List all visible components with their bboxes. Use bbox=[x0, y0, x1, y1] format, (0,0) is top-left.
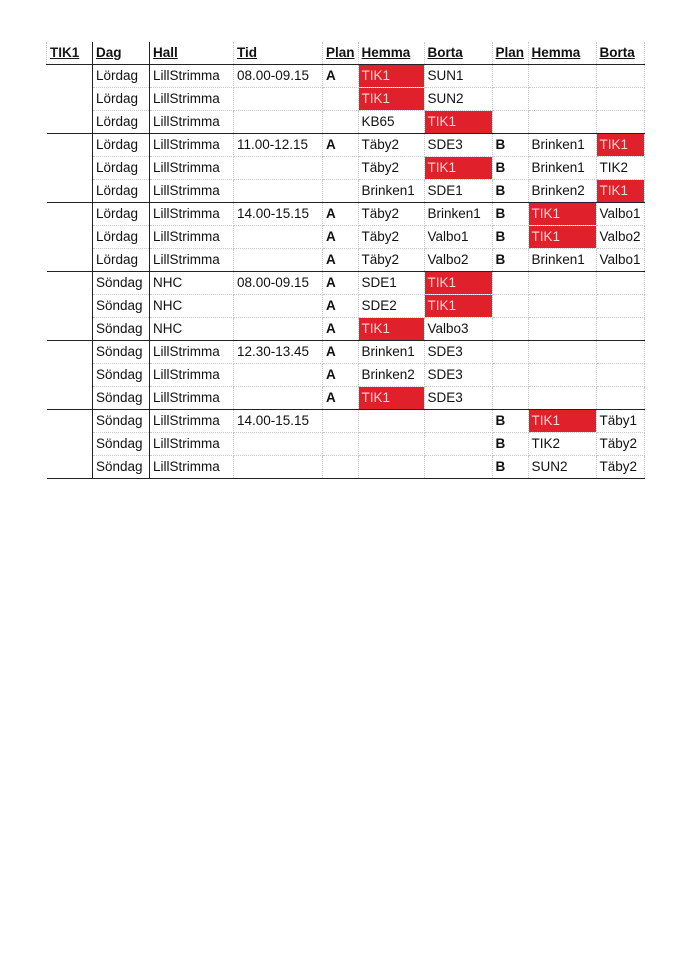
cell-plan-b bbox=[492, 272, 528, 295]
header-dag: Dag bbox=[93, 42, 150, 65]
cell-plan-a bbox=[323, 157, 359, 180]
cell-hall: LillStrimma bbox=[150, 456, 234, 479]
header-hemma-b: Hemma bbox=[528, 42, 596, 65]
cell-borta-a bbox=[424, 433, 492, 456]
cell-hemma-b bbox=[528, 88, 596, 111]
cell-tid bbox=[234, 88, 323, 111]
header-hall: Hall bbox=[150, 42, 234, 65]
cell-plan-a bbox=[323, 88, 359, 111]
cell-tid: 14.00-15.15 bbox=[234, 203, 323, 226]
row-spacer bbox=[47, 65, 93, 88]
cell-borta-a: SUN2 bbox=[424, 88, 492, 111]
cell-hemma-b bbox=[528, 341, 596, 364]
table-row bbox=[47, 456, 645, 479]
cell-borta-b: Valbo1 bbox=[596, 203, 644, 226]
cell-tid bbox=[234, 111, 323, 134]
cell-hall: LillStrimma bbox=[150, 249, 234, 272]
row-spacer bbox=[47, 387, 93, 410]
header-hemma-a: Hemma bbox=[358, 42, 424, 65]
cell-dag: Lördag bbox=[93, 203, 150, 226]
cell-tid: 11.00-12.15 bbox=[234, 134, 323, 157]
cell-dag: Söndag bbox=[93, 295, 150, 318]
cell-borta-b bbox=[596, 272, 644, 295]
cell-plan-b bbox=[492, 88, 528, 111]
cell-hemma-b bbox=[528, 272, 596, 295]
cell-borta-a: SDE1 bbox=[424, 180, 492, 203]
row-spacer bbox=[47, 272, 93, 295]
cell-hemma-a: TIK1 bbox=[358, 318, 424, 341]
cell-dag: Söndag bbox=[93, 456, 150, 479]
cell-borta-b: Täby2 bbox=[596, 433, 644, 456]
cell-tid bbox=[234, 433, 323, 456]
cell-hemma-a: Täby2 bbox=[358, 203, 424, 226]
cell-hemma-a bbox=[358, 410, 424, 433]
cell-plan-a: A bbox=[323, 364, 359, 387]
row-spacer bbox=[47, 111, 93, 134]
cell-plan-b: B bbox=[492, 249, 528, 272]
cell-tid: 12.30-13.45 bbox=[234, 341, 323, 364]
cell-hemma-b: TIK1 bbox=[528, 203, 596, 226]
row-spacer bbox=[47, 88, 93, 111]
table-row bbox=[47, 364, 645, 387]
cell-borta-a: Valbo2 bbox=[424, 249, 492, 272]
cell-plan-b: B bbox=[492, 203, 528, 226]
row-spacer bbox=[47, 226, 93, 249]
cell-dag: Lördag bbox=[93, 88, 150, 111]
cell-hemma-b bbox=[528, 364, 596, 387]
cell-dag: Söndag bbox=[93, 364, 150, 387]
cell-hall: LillStrimma bbox=[150, 341, 234, 364]
cell-hemma-b: TIK2 bbox=[528, 433, 596, 456]
cell-plan-b: B bbox=[492, 433, 528, 456]
table-row bbox=[47, 88, 645, 111]
cell-hemma-a: TIK1 bbox=[358, 88, 424, 111]
schedule-body bbox=[47, 65, 645, 479]
cell-hemma-a: Täby2 bbox=[358, 157, 424, 180]
cell-hall: LillStrimma bbox=[150, 387, 234, 410]
cell-tid bbox=[234, 180, 323, 203]
cell-hall: LillStrimma bbox=[150, 433, 234, 456]
cell-plan-a: A bbox=[323, 272, 359, 295]
cell-tid bbox=[234, 364, 323, 387]
cell-borta-a: TIK1 bbox=[424, 272, 492, 295]
cell-plan-b bbox=[492, 65, 528, 88]
table-row bbox=[47, 180, 645, 203]
cell-hemma-a: Brinken1 bbox=[358, 341, 424, 364]
cell-dag: Söndag bbox=[93, 410, 150, 433]
cell-hemma-b: Brinken1 bbox=[528, 249, 596, 272]
cell-hemma-b: TIK1 bbox=[528, 226, 596, 249]
cell-dag: Lördag bbox=[93, 111, 150, 134]
cell-borta-a: SDE3 bbox=[424, 134, 492, 157]
cell-borta-b: Täby1 bbox=[596, 410, 644, 433]
table-row bbox=[47, 318, 645, 341]
cell-plan-b bbox=[492, 111, 528, 134]
cell-borta-a bbox=[424, 410, 492, 433]
cell-hall: LillStrimma bbox=[150, 203, 234, 226]
table-row bbox=[47, 249, 645, 272]
cell-tid bbox=[234, 226, 323, 249]
cell-borta-b bbox=[596, 318, 644, 341]
table-row bbox=[47, 295, 645, 318]
cell-borta-a: Valbo1 bbox=[424, 226, 492, 249]
row-spacer bbox=[47, 295, 93, 318]
cell-plan-b: B bbox=[492, 134, 528, 157]
row-spacer bbox=[47, 134, 93, 157]
cell-hemma-b: Brinken1 bbox=[528, 134, 596, 157]
cell-hemma-b: Brinken2 bbox=[528, 180, 596, 203]
row-spacer bbox=[47, 341, 93, 364]
row-spacer bbox=[47, 318, 93, 341]
cell-hemma-a: SDE1 bbox=[358, 272, 424, 295]
header-borta-b: Borta bbox=[596, 42, 644, 65]
table-row bbox=[47, 134, 645, 157]
cell-hemma-a: Täby2 bbox=[358, 134, 424, 157]
cell-plan-b: B bbox=[492, 226, 528, 249]
cell-hemma-b: Brinken1 bbox=[528, 157, 596, 180]
header-plan-b: Plan bbox=[492, 42, 528, 65]
cell-tid bbox=[234, 249, 323, 272]
cell-hall: LillStrimma bbox=[150, 226, 234, 249]
cell-plan-a bbox=[323, 410, 359, 433]
cell-hemma-b bbox=[528, 65, 596, 88]
cell-hemma-b: SUN2 bbox=[528, 456, 596, 479]
cell-plan-b bbox=[492, 364, 528, 387]
cell-dag: Söndag bbox=[93, 272, 150, 295]
cell-plan-a: A bbox=[323, 203, 359, 226]
cell-dag: Lördag bbox=[93, 249, 150, 272]
cell-hemma-b bbox=[528, 295, 596, 318]
cell-hemma-a: TIK1 bbox=[358, 387, 424, 410]
table-row bbox=[47, 65, 645, 88]
row-spacer bbox=[47, 157, 93, 180]
cell-dag: Söndag bbox=[93, 318, 150, 341]
row-spacer bbox=[47, 364, 93, 387]
table-row bbox=[47, 272, 645, 295]
table-row bbox=[47, 203, 645, 226]
cell-borta-b bbox=[596, 88, 644, 111]
cell-hemma-b: TIK1 bbox=[528, 410, 596, 433]
table-row bbox=[47, 387, 645, 410]
cell-borta-a: SDE3 bbox=[424, 387, 492, 410]
cell-plan-a: A bbox=[323, 65, 359, 88]
cell-plan-a bbox=[323, 180, 359, 203]
table-row bbox=[47, 433, 645, 456]
cell-borta-a: SUN1 bbox=[424, 65, 492, 88]
row-spacer bbox=[47, 433, 93, 456]
cell-borta-a: Brinken1 bbox=[424, 203, 492, 226]
cell-borta-a: Valbo3 bbox=[424, 318, 492, 341]
cell-plan-b: B bbox=[492, 157, 528, 180]
cell-plan-a bbox=[323, 111, 359, 134]
cell-borta-b: Valbo2 bbox=[596, 226, 644, 249]
cell-hemma-a: Brinken1 bbox=[358, 180, 424, 203]
cell-borta-b: TIK2 bbox=[596, 157, 644, 180]
cell-borta-a: SDE3 bbox=[424, 364, 492, 387]
cell-hall: LillStrimma bbox=[150, 410, 234, 433]
cell-borta-b bbox=[596, 65, 644, 88]
cell-hall: LillStrimma bbox=[150, 364, 234, 387]
cell-plan-b bbox=[492, 295, 528, 318]
row-spacer bbox=[47, 203, 93, 226]
cell-hemma-b bbox=[528, 111, 596, 134]
cell-borta-b bbox=[596, 111, 644, 134]
cell-borta-b bbox=[596, 341, 644, 364]
header-tid: Tid bbox=[234, 42, 323, 65]
header-row bbox=[47, 42, 645, 65]
cell-tid: 14.00-15.15 bbox=[234, 410, 323, 433]
cell-borta-b: TIK1 bbox=[596, 180, 644, 203]
cell-hall: LillStrimma bbox=[150, 88, 234, 111]
cell-hemma-a bbox=[358, 433, 424, 456]
cell-borta-a: TIK1 bbox=[424, 111, 492, 134]
cell-hemma-a: Täby2 bbox=[358, 249, 424, 272]
table-row bbox=[47, 157, 645, 180]
cell-hall: LillStrimma bbox=[150, 157, 234, 180]
cell-borta-b bbox=[596, 295, 644, 318]
cell-hemma-b bbox=[528, 318, 596, 341]
cell-tid: 08.00-09.15 bbox=[234, 65, 323, 88]
cell-tid: 08.00-09.15 bbox=[234, 272, 323, 295]
cell-plan-b: B bbox=[492, 456, 528, 479]
cell-dag: Lördag bbox=[93, 180, 150, 203]
cell-hall: NHC bbox=[150, 272, 234, 295]
table-row bbox=[47, 341, 645, 364]
team-label: TIK1 bbox=[47, 42, 93, 65]
cell-dag: Söndag bbox=[93, 341, 150, 364]
cell-dag: Lördag bbox=[93, 134, 150, 157]
table-row bbox=[47, 410, 645, 433]
cell-hemma-b bbox=[528, 387, 596, 410]
row-spacer bbox=[47, 410, 93, 433]
header-borta-a: Borta bbox=[424, 42, 492, 65]
cell-hall: LillStrimma bbox=[150, 111, 234, 134]
cell-plan-b bbox=[492, 318, 528, 341]
cell-plan-a: A bbox=[323, 341, 359, 364]
row-spacer bbox=[47, 180, 93, 203]
cell-plan-b: B bbox=[492, 410, 528, 433]
cell-hemma-a: SDE2 bbox=[358, 295, 424, 318]
cell-borta-b bbox=[596, 387, 644, 410]
cell-plan-b: B bbox=[492, 180, 528, 203]
cell-dag: Lördag bbox=[93, 65, 150, 88]
cell-dag: Lördag bbox=[93, 157, 150, 180]
cell-borta-b: Valbo1 bbox=[596, 249, 644, 272]
cell-dag: Lördag bbox=[93, 226, 150, 249]
cell-borta-b: TIK1 bbox=[596, 134, 644, 157]
cell-hemma-a: Brinken2 bbox=[358, 364, 424, 387]
cell-plan-b bbox=[492, 387, 528, 410]
cell-hall: LillStrimma bbox=[150, 134, 234, 157]
match-schedule-table bbox=[46, 42, 645, 479]
cell-tid bbox=[234, 157, 323, 180]
cell-tid bbox=[234, 295, 323, 318]
cell-borta-a bbox=[424, 456, 492, 479]
cell-hall: NHC bbox=[150, 318, 234, 341]
cell-hall: LillStrimma bbox=[150, 180, 234, 203]
cell-tid bbox=[234, 387, 323, 410]
header-plan-a: Plan bbox=[323, 42, 359, 65]
cell-plan-a: A bbox=[323, 226, 359, 249]
cell-hemma-a: TIK1 bbox=[358, 65, 424, 88]
cell-borta-b: Täby2 bbox=[596, 456, 644, 479]
row-spacer bbox=[47, 249, 93, 272]
cell-plan-a: A bbox=[323, 134, 359, 157]
cell-plan-a bbox=[323, 433, 359, 456]
cell-hemma-a: Täby2 bbox=[358, 226, 424, 249]
cell-borta-a: TIK1 bbox=[424, 157, 492, 180]
cell-hall: LillStrimma bbox=[150, 65, 234, 88]
cell-plan-a: A bbox=[323, 295, 359, 318]
cell-borta-b bbox=[596, 364, 644, 387]
table-row bbox=[47, 226, 645, 249]
cell-borta-a: TIK1 bbox=[424, 295, 492, 318]
cell-dag: Söndag bbox=[93, 433, 150, 456]
cell-plan-a: A bbox=[323, 249, 359, 272]
cell-plan-a: A bbox=[323, 387, 359, 410]
cell-hemma-a: KB65 bbox=[358, 111, 424, 134]
table-row bbox=[47, 111, 645, 134]
cell-hemma-a bbox=[358, 456, 424, 479]
cell-hall: NHC bbox=[150, 295, 234, 318]
cell-tid bbox=[234, 318, 323, 341]
cell-plan-a: A bbox=[323, 318, 359, 341]
row-spacer bbox=[47, 456, 93, 479]
cell-borta-a: SDE3 bbox=[424, 341, 492, 364]
cell-plan-b bbox=[492, 341, 528, 364]
cell-dag: Söndag bbox=[93, 387, 150, 410]
cell-tid bbox=[234, 456, 323, 479]
cell-plan-a bbox=[323, 456, 359, 479]
